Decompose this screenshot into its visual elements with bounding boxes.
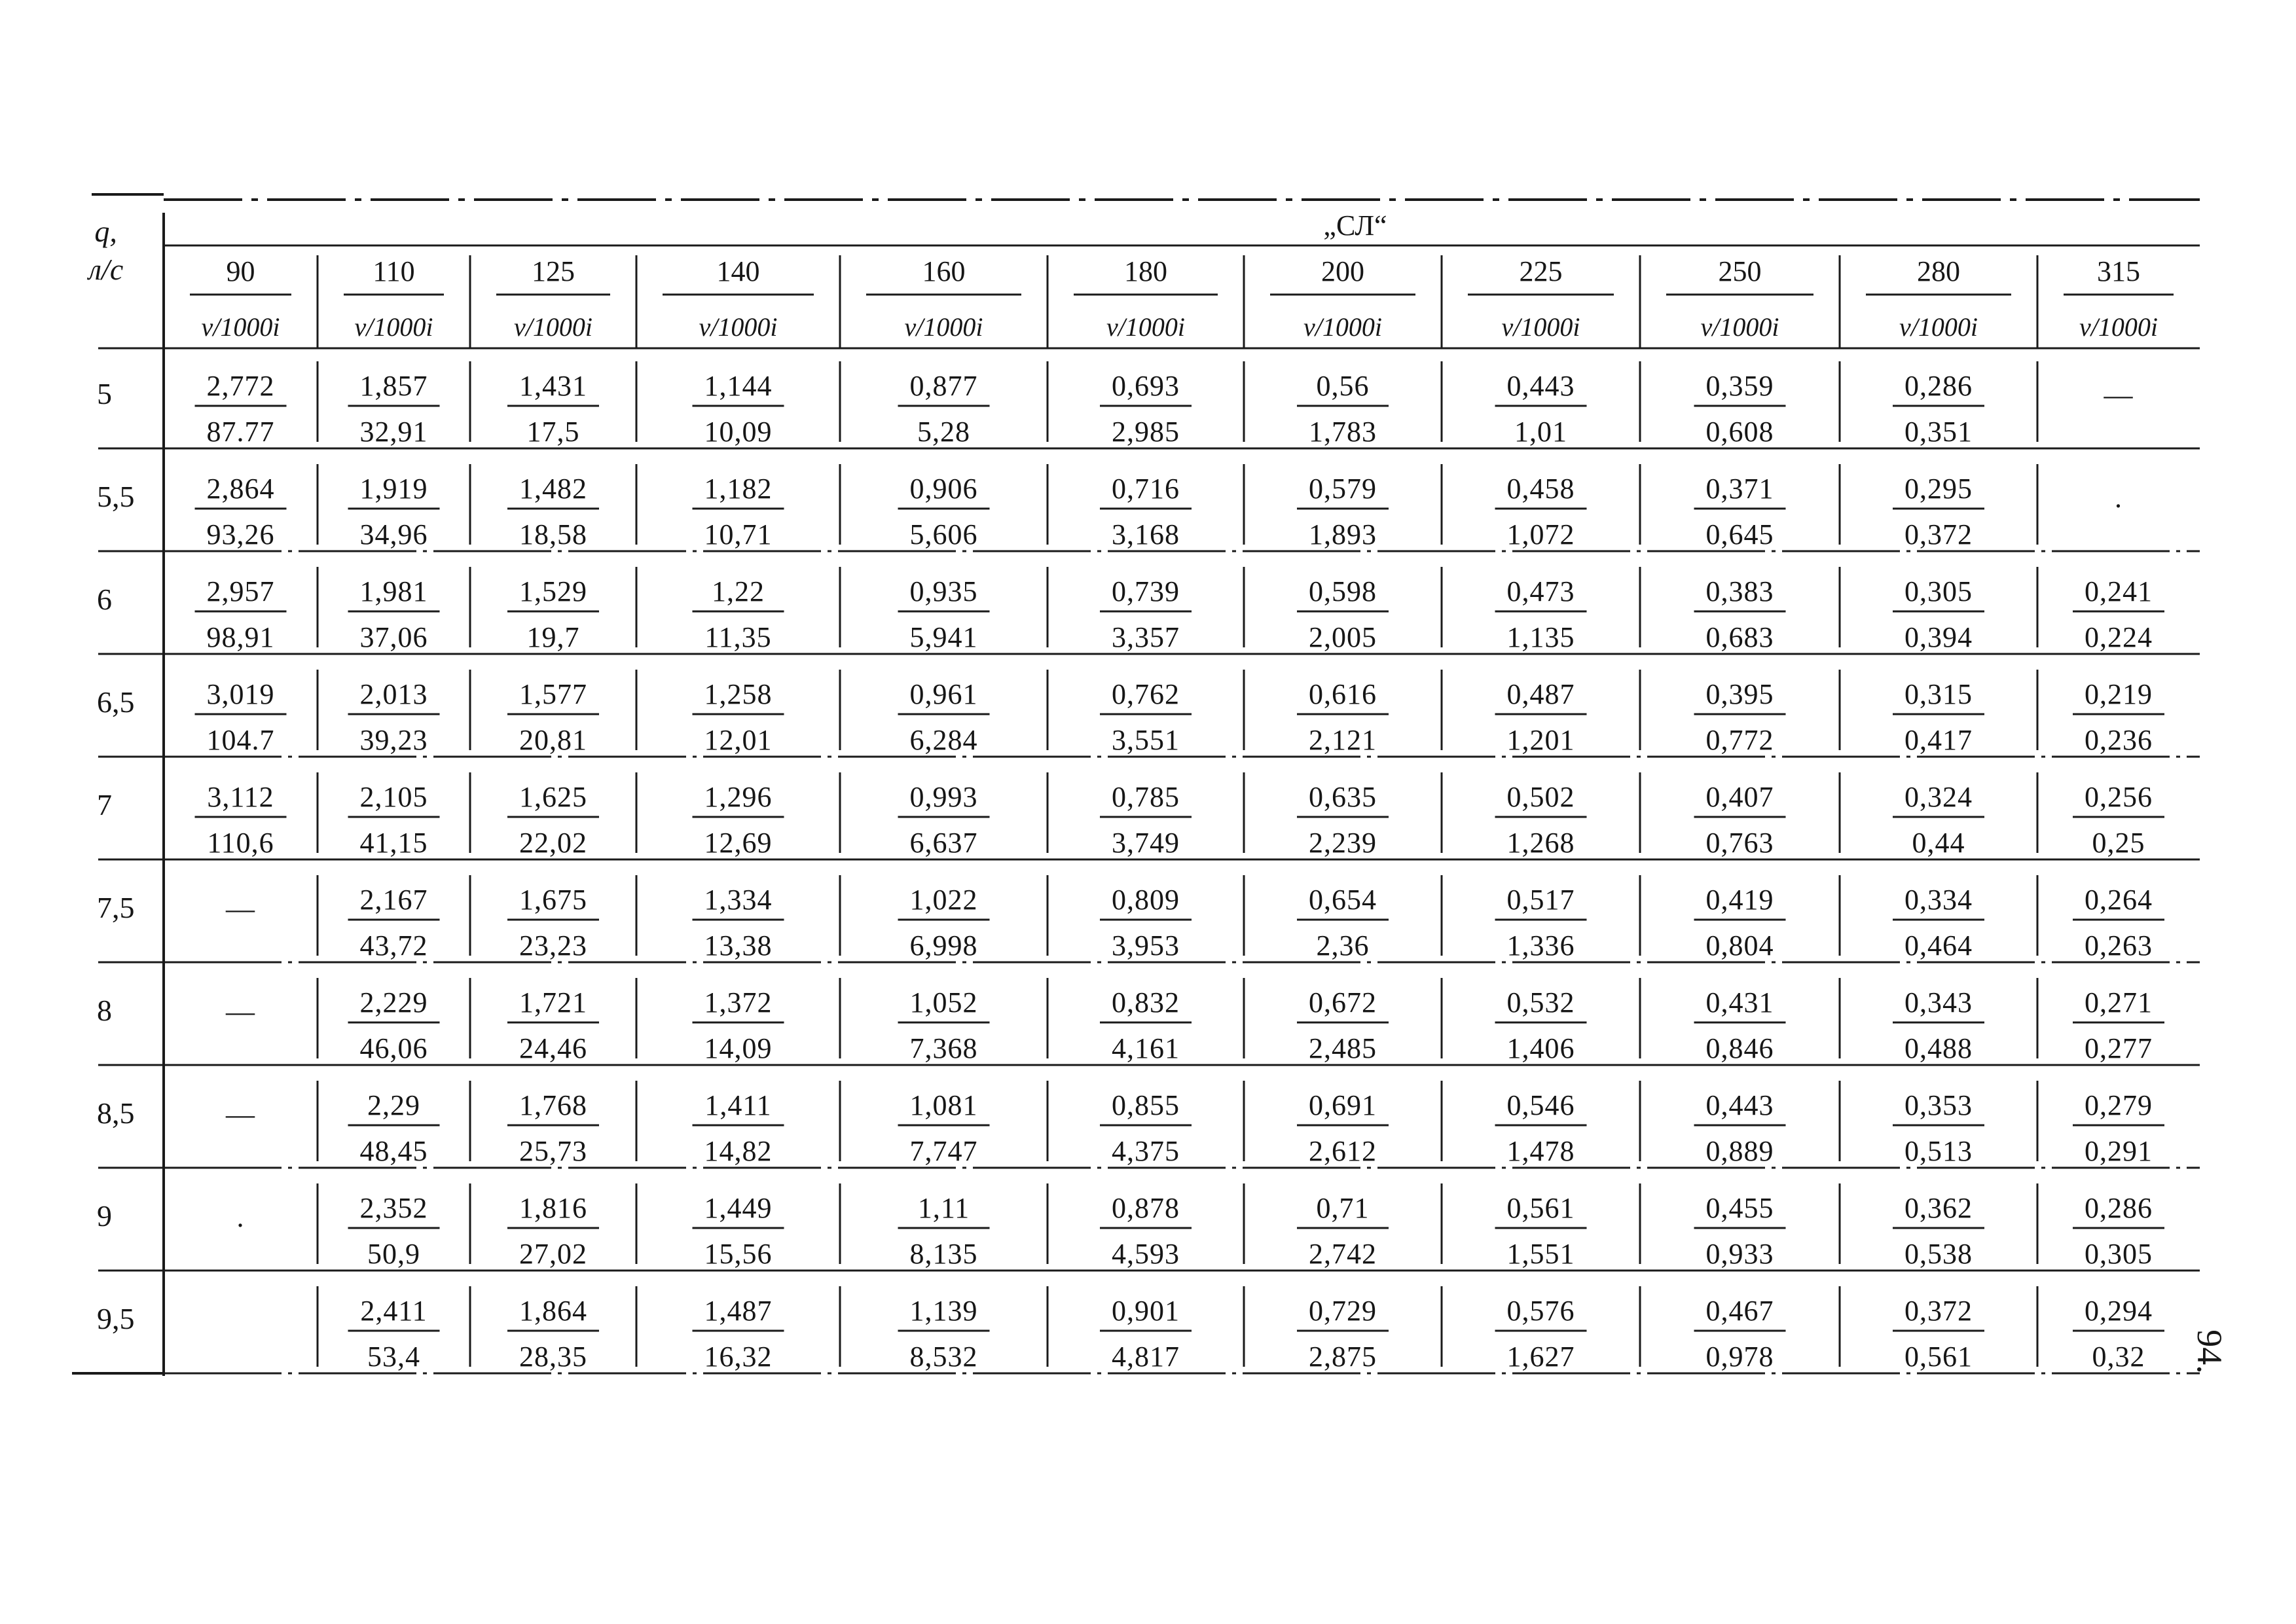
velocity-value: 0,785 — [1112, 781, 1180, 813]
headloss-value: 1,135 — [1506, 621, 1575, 653]
diameter-header: 250 — [1718, 255, 1762, 287]
velocity-value: 1,052 — [909, 986, 978, 1019]
headloss-value: 27,02 — [519, 1238, 587, 1270]
headloss-value: 2,005 — [1309, 621, 1377, 653]
headloss-value: 23,23 — [519, 929, 587, 962]
velocity-value: 2,864 — [206, 473, 275, 505]
subheader-v-1000i: v/1000i — [699, 312, 778, 342]
diameter-header: 140 — [716, 255, 760, 287]
subheader-v-1000i: v/1000i — [1303, 312, 1382, 342]
velocity-value: 0,762 — [1112, 678, 1180, 710]
empty-mark: — — [226, 1098, 255, 1130]
velocity-value: 0,961 — [909, 678, 978, 710]
headloss-value: 3,749 — [1112, 827, 1180, 859]
velocity-value: 1,981 — [359, 575, 428, 607]
velocity-value: 0,353 — [1904, 1089, 1973, 1121]
velocity-value: 0,517 — [1506, 884, 1575, 916]
velocity-value: 0,443 — [1705, 1089, 1774, 1121]
velocity-value: 0,654 — [1309, 884, 1377, 916]
headloss-value: 1,201 — [1506, 724, 1575, 756]
headloss-value: 0,372 — [1904, 518, 1973, 550]
q-header-line: л/с — [88, 252, 124, 286]
diameter-header: 280 — [1917, 255, 1960, 287]
diameter-header: 90 — [226, 255, 255, 287]
headloss-value: 0,488 — [1904, 1032, 1973, 1064]
velocity-value: 0,56 — [1316, 370, 1370, 402]
headloss-value: 22,02 — [519, 827, 587, 859]
headloss-value: 8,135 — [909, 1238, 978, 1270]
page-number: 94. — [2190, 1329, 2229, 1374]
headloss-value: 0,561 — [1904, 1341, 1973, 1373]
velocity-value: 0,532 — [1506, 986, 1575, 1019]
velocity-value: 0,935 — [909, 575, 978, 607]
velocity-value: 1,182 — [704, 473, 773, 505]
headloss-value: 0,645 — [1705, 518, 1774, 550]
headloss-value: 0,305 — [2085, 1238, 2153, 1270]
velocity-value: 1,144 — [704, 370, 773, 402]
headloss-value: 1,406 — [1506, 1032, 1575, 1064]
headloss-value: 1,268 — [1506, 827, 1575, 859]
velocity-value: 0,546 — [1506, 1089, 1575, 1121]
velocity-value: 2,013 — [359, 678, 428, 710]
subheader-v-1000i: v/1000i — [2079, 312, 2158, 342]
headloss-value: 39,23 — [359, 724, 428, 756]
velocity-value: 0,739 — [1112, 575, 1180, 607]
headloss-value: 1,893 — [1309, 518, 1377, 550]
diameter-header: 110 — [373, 255, 415, 287]
headloss-value: 4,817 — [1112, 1341, 1180, 1373]
headloss-value: 104.7 — [206, 724, 275, 756]
headloss-value: 5,606 — [909, 518, 978, 550]
velocity-value: 1,857 — [359, 370, 428, 402]
velocity-value: 2,957 — [206, 575, 275, 607]
velocity-value: 0,635 — [1309, 781, 1377, 813]
q-value: 8 — [97, 994, 112, 1027]
headloss-value: 24,46 — [519, 1032, 587, 1064]
q-value: 5,5 — [97, 480, 135, 513]
velocity-value: 0,993 — [909, 781, 978, 813]
diameter-header: 125 — [532, 255, 575, 287]
headloss-value: 0,889 — [1705, 1135, 1774, 1167]
velocity-value: 0,71 — [1316, 1192, 1370, 1224]
headloss-value: 0,683 — [1705, 621, 1774, 653]
subheader-v-1000i: v/1000i — [514, 312, 592, 342]
diameter-header: 160 — [922, 255, 966, 287]
velocity-value: 0,286 — [2085, 1192, 2153, 1224]
subheader-v-1000i: v/1000i — [354, 312, 433, 342]
velocity-value: 2,229 — [359, 986, 428, 1019]
diameter-header: 200 — [1321, 255, 1364, 287]
velocity-value: 0,691 — [1309, 1089, 1377, 1121]
velocity-value: 1,296 — [704, 781, 773, 813]
empty-mark: — — [2104, 379, 2134, 411]
empty-mark: . — [2115, 482, 2123, 514]
q-value: 9 — [97, 1199, 112, 1233]
q-value: 6 — [97, 583, 112, 616]
velocity-value: 0,256 — [2085, 781, 2153, 813]
group-title: „СЛ“ — [1323, 209, 1387, 242]
headloss-value: 2,612 — [1309, 1135, 1377, 1167]
headloss-value: 87.77 — [206, 416, 275, 448]
velocity-value: 1,22 — [712, 575, 765, 607]
velocity-value: 1,081 — [909, 1089, 978, 1121]
headloss-value: 0,236 — [2085, 724, 2153, 756]
velocity-value: 0,271 — [2085, 986, 2153, 1019]
velocity-value: 0,286 — [1904, 370, 1973, 402]
q-value: 8,5 — [97, 1096, 135, 1130]
headloss-value: 2,239 — [1309, 827, 1377, 859]
velocity-value: 2,772 — [206, 370, 275, 402]
headloss-value: 3,357 — [1112, 621, 1180, 653]
headloss-value: 12,01 — [704, 724, 773, 756]
headloss-value: 6,998 — [909, 929, 978, 962]
velocity-value: 0,372 — [1904, 1295, 1973, 1327]
velocity-value: 0,467 — [1705, 1295, 1774, 1327]
subheader-v-1000i: v/1000i — [904, 312, 983, 342]
velocity-value: 0,334 — [1904, 884, 1973, 916]
velocity-value: 1,625 — [519, 781, 587, 813]
velocity-value: 0,315 — [1904, 678, 1973, 710]
velocity-value: 1,258 — [704, 678, 773, 710]
velocity-value: 1,529 — [519, 575, 587, 607]
subheader-v-1000i: v/1000i — [201, 312, 280, 342]
headloss-value: 25,73 — [519, 1135, 587, 1167]
headloss-value: 0,464 — [1904, 929, 1973, 962]
headloss-value: 2,742 — [1309, 1238, 1377, 1270]
headloss-value: 0,224 — [2085, 621, 2153, 653]
velocity-value: 0,455 — [1705, 1192, 1774, 1224]
headloss-value: 34,96 — [359, 518, 428, 550]
headloss-value: 17,5 — [526, 416, 580, 448]
velocity-value: 0,473 — [1506, 575, 1575, 607]
headloss-value: 19,7 — [526, 621, 580, 653]
headloss-value: 0,763 — [1705, 827, 1774, 859]
headloss-value: 2,875 — [1309, 1341, 1377, 1373]
velocity-value: 0,672 — [1309, 986, 1377, 1019]
headloss-value: 0,32 — [2092, 1341, 2145, 1373]
headloss-value: 48,45 — [359, 1135, 428, 1167]
q-value: 7,5 — [97, 891, 135, 924]
velocity-value: 0,294 — [2085, 1295, 2153, 1327]
velocity-value: 1,139 — [909, 1295, 978, 1327]
velocity-value: 0,877 — [909, 370, 978, 402]
velocity-value: 0,383 — [1705, 575, 1774, 607]
headloss-value: 0,263 — [2085, 929, 2153, 962]
q-value: 9,5 — [97, 1302, 135, 1335]
velocity-value: 0,487 — [1506, 678, 1575, 710]
headloss-value: 14,82 — [704, 1135, 773, 1167]
headloss-value: 2,985 — [1112, 416, 1180, 448]
headloss-value: 1,072 — [1506, 518, 1575, 550]
headloss-value: 6,284 — [909, 724, 978, 756]
headloss-value: 5,941 — [909, 621, 978, 653]
velocity-value: 1,431 — [519, 370, 587, 402]
velocity-value: 0,359 — [1705, 370, 1774, 402]
headloss-value: 1,336 — [1506, 929, 1575, 962]
diameter-header: 180 — [1124, 255, 1167, 287]
q-column-header — [88, 213, 123, 288]
headloss-value: 12,69 — [704, 827, 773, 859]
headloss-value: 1,478 — [1506, 1135, 1575, 1167]
velocity-value: 3,019 — [206, 678, 275, 710]
velocity-value: 0,371 — [1705, 473, 1774, 505]
headloss-value: 0,277 — [2085, 1032, 2153, 1064]
velocity-value: 0,264 — [2085, 884, 2153, 916]
velocity-value: 0,502 — [1506, 781, 1575, 813]
velocity-value: 1,919 — [359, 473, 428, 505]
velocity-value: 2,29 — [367, 1089, 420, 1121]
velocity-value: 0,716 — [1112, 473, 1180, 505]
headloss-value: 10,09 — [704, 416, 773, 448]
velocity-value: 1,482 — [519, 473, 587, 505]
headloss-value: 0,417 — [1904, 724, 1973, 756]
headloss-value: 32,91 — [359, 416, 428, 448]
headloss-value: 16,32 — [704, 1341, 773, 1373]
headloss-value: 0,44 — [1912, 827, 1965, 859]
headloss-value: 4,161 — [1112, 1032, 1180, 1064]
velocity-value: 0,579 — [1309, 473, 1377, 505]
velocity-value: 0,458 — [1506, 473, 1575, 505]
headloss-value: 0,804 — [1705, 929, 1774, 962]
headloss-value: 1,551 — [1506, 1238, 1575, 1270]
headloss-value: 0,978 — [1705, 1341, 1774, 1373]
headloss-value: 18,58 — [519, 518, 587, 550]
headloss-value: 0,291 — [2085, 1135, 2153, 1167]
headloss-value: 13,38 — [704, 929, 773, 962]
velocity-value: 0,395 — [1705, 678, 1774, 710]
velocity-value: 3,112 — [207, 781, 274, 813]
headloss-value: 50,9 — [367, 1238, 420, 1270]
headloss-value: 20,81 — [519, 724, 587, 756]
headloss-value: 1,783 — [1309, 416, 1377, 448]
velocity-value: 0,219 — [2085, 678, 2153, 710]
velocity-value: 0,561 — [1506, 1192, 1575, 1224]
velocity-value: 0,906 — [909, 473, 978, 505]
headloss-value: 0,933 — [1705, 1238, 1774, 1270]
headloss-value: 3,953 — [1112, 929, 1180, 962]
headloss-value: 41,15 — [359, 827, 428, 859]
headloss-value: 7,368 — [909, 1032, 978, 1064]
empty-mark: . — [236, 1201, 245, 1233]
velocity-value: 0,419 — [1705, 884, 1774, 916]
headloss-value: 0,25 — [2092, 827, 2145, 859]
headloss-value: 0,772 — [1705, 724, 1774, 756]
velocity-value: 2,352 — [359, 1192, 428, 1224]
headloss-value: 0,513 — [1904, 1135, 1973, 1167]
velocity-value: 0,362 — [1904, 1192, 1973, 1224]
headloss-value: 37,06 — [359, 621, 428, 653]
headloss-value: 7,747 — [909, 1135, 978, 1167]
headloss-value: 43,72 — [359, 929, 428, 962]
velocity-value: 0,576 — [1506, 1295, 1575, 1327]
headloss-value: 3,168 — [1112, 518, 1180, 550]
headloss-value: 0,538 — [1904, 1238, 1973, 1270]
headloss-value: 0,846 — [1705, 1032, 1774, 1064]
velocity-value: 0,809 — [1112, 884, 1180, 916]
headloss-value: 14,09 — [704, 1032, 773, 1064]
velocity-value: 0,407 — [1705, 781, 1774, 813]
velocity-value: 1,577 — [519, 678, 587, 710]
velocity-value: 0,443 — [1506, 370, 1575, 402]
velocity-value: 1,411 — [704, 1089, 772, 1121]
diameter-header: 315 — [2097, 255, 2140, 287]
velocity-value: 1,675 — [519, 884, 587, 916]
velocity-value: 1,864 — [519, 1295, 587, 1327]
velocity-value: 0,693 — [1112, 370, 1180, 402]
velocity-value: 0,616 — [1309, 678, 1377, 710]
velocity-value: 2,167 — [359, 884, 428, 916]
velocity-value: 0,878 — [1112, 1192, 1180, 1224]
q-value: 6,5 — [97, 685, 135, 719]
headloss-value: 0,394 — [1904, 621, 1973, 653]
velocity-value: 1,816 — [519, 1192, 587, 1224]
headloss-value: 1,627 — [1506, 1341, 1575, 1373]
velocity-value: 2,105 — [359, 781, 428, 813]
velocity-value: 1,487 — [704, 1295, 773, 1327]
velocity-value: 0,343 — [1904, 986, 1973, 1019]
velocity-value: 1,721 — [519, 986, 587, 1019]
headloss-value: 93,26 — [206, 518, 275, 550]
subheader-v-1000i: v/1000i — [1501, 312, 1580, 342]
headloss-value: 1,01 — [1514, 416, 1567, 448]
velocity-value: 0,305 — [1904, 575, 1973, 607]
velocity-value: 0,598 — [1309, 575, 1377, 607]
headloss-value: 8,532 — [909, 1341, 978, 1373]
headloss-value: 5,28 — [917, 416, 970, 448]
headloss-value: 11,35 — [704, 621, 772, 653]
velocity-value: 0,279 — [2085, 1089, 2153, 1121]
headloss-value: 98,91 — [206, 621, 275, 653]
diameter-header: 225 — [1519, 255, 1563, 287]
velocity-value: 0,729 — [1309, 1295, 1377, 1327]
headloss-value: 10,71 — [704, 518, 773, 550]
headloss-value: 53,4 — [367, 1341, 420, 1373]
velocity-value: 0,832 — [1112, 986, 1180, 1019]
velocity-value: 1,449 — [704, 1192, 773, 1224]
velocity-value: 1,768 — [519, 1089, 587, 1121]
velocity-value: 1,372 — [704, 986, 773, 1019]
subheader-v-1000i: v/1000i — [1700, 312, 1779, 342]
q-value: 5 — [97, 377, 112, 410]
velocity-value: 0,901 — [1112, 1295, 1180, 1327]
headloss-value: 0,608 — [1705, 416, 1774, 448]
headloss-value: 110,6 — [207, 827, 274, 859]
headloss-value: 2,36 — [1316, 929, 1370, 962]
headloss-value: 2,121 — [1309, 724, 1377, 756]
subheader-v-1000i: v/1000i — [1106, 312, 1185, 342]
velocity-value: 0,855 — [1112, 1089, 1180, 1121]
q-header-line: q, — [94, 215, 117, 248]
headloss-value: 28,35 — [519, 1341, 587, 1373]
headloss-value: 0,351 — [1904, 416, 1973, 448]
subheader-v-1000i: v/1000i — [1899, 312, 1978, 342]
velocity-value: 1,022 — [909, 884, 978, 916]
velocity-value: 1,11 — [917, 1192, 970, 1224]
velocity-value: 0,324 — [1904, 781, 1973, 813]
velocity-value: 2,411 — [360, 1295, 428, 1327]
headloss-value: 3,551 — [1112, 724, 1180, 756]
headloss-value: 15,56 — [704, 1238, 773, 1270]
velocity-value: 1,334 — [704, 884, 773, 916]
empty-mark: — — [226, 996, 255, 1028]
headloss-value: 4,593 — [1112, 1238, 1180, 1270]
headloss-value: 4,375 — [1112, 1135, 1180, 1167]
velocity-value: 0,241 — [2085, 575, 2153, 607]
headloss-value: 2,485 — [1309, 1032, 1377, 1064]
headloss-value: 46,06 — [359, 1032, 428, 1064]
empty-mark: — — [226, 893, 255, 925]
velocity-value: 0,295 — [1904, 473, 1973, 505]
q-value: 7 — [97, 788, 112, 821]
headloss-value: 6,637 — [909, 827, 978, 859]
velocity-value: 0,431 — [1705, 986, 1774, 1019]
